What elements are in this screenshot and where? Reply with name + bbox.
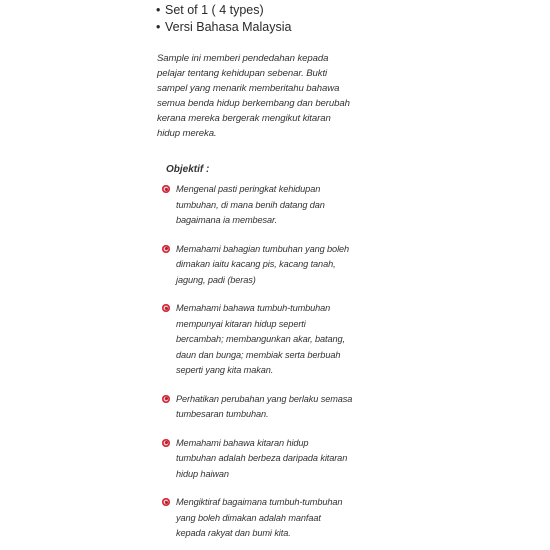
objective-line: jagung, padi (beras) <box>176 274 256 285</box>
spec-item-label: Set of 1 ( 4 types) <box>165 3 264 17</box>
objective-line: Memahami bahawa tumbuh-tumbuhan <box>176 303 331 313</box>
objective-item <box>162 242 422 289</box>
intro-line: pelajar tentang kehidupan sebenar. Bukti <box>157 68 328 79</box>
objective-line: Perhatikan perubahan yang berlaku semasa <box>176 393 353 404</box>
objectives-list <box>162 182 422 542</box>
target-bullet-icon <box>162 304 170 312</box>
bullet-dot-icon: • <box>156 3 161 17</box>
objective-line: bercambah; membangunkan akar, batang, <box>176 334 345 344</box>
target-bullet-icon <box>162 498 170 506</box>
intro-paragraph <box>157 51 407 141</box>
spec-item-set <box>156 2 291 19</box>
objective-line: Mengenal pasti peringkat kehidupan <box>176 184 321 194</box>
product-specs-list <box>156 2 291 36</box>
objective-line: yang boleh dimakan adalah manfaat <box>176 512 321 523</box>
objective-line: Memahami bahawa kitaran hidup <box>176 437 309 448</box>
target-bullet-icon <box>162 185 170 193</box>
intro-line: kerana mereka bergerak mengikut kitaran <box>157 113 331 124</box>
target-bullet-icon <box>162 395 170 403</box>
objective-line: daun dan bunga; membiak serta berbuah <box>176 349 341 360</box>
objective-line: tumbesaran tumbuhan. <box>176 409 269 419</box>
intro-line: Sample ini memberi pendedahan kepada <box>157 53 329 64</box>
objective-line: seperti yang kita makan. <box>176 365 274 375</box>
objectives-heading: Objektif : <box>166 164 210 175</box>
target-bullet-icon <box>162 439 170 447</box>
objective-line: tumbuhan adalah berbeza daripada kitaran <box>176 453 348 463</box>
spec-item-language <box>156 19 291 36</box>
objective-item <box>162 495 422 542</box>
bullet-dot-icon: • <box>156 20 161 34</box>
objective-line: tumbuhan, di mana benih datang dan <box>176 199 325 210</box>
intro-line: hidup mereka. <box>157 128 217 139</box>
objective-line: dimakan iaitu kacang pis, kacang tanah, <box>176 259 336 269</box>
objective-item <box>162 301 422 379</box>
objective-line: kepada rakyat dan bumi kita. <box>176 528 291 538</box>
spec-item-label: Versi Bahasa Malaysia <box>165 20 292 34</box>
objective-item <box>162 182 422 229</box>
intro-line: sampel yang menarik memberitahu bahawa <box>157 83 340 94</box>
objective-line: hidup haiwan <box>176 468 229 479</box>
target-bullet-icon <box>162 245 170 253</box>
objective-line: mempunyai kitaran hidup seperti <box>176 318 306 329</box>
objective-line: bagaimana ia membesar. <box>176 215 278 225</box>
objective-item <box>162 436 422 483</box>
objective-line: Mengiktiraf bagaimana tumbuh-tumbuhan <box>176 497 343 507</box>
intro-line: semua benda hidup berkembang dan berubah <box>157 98 350 109</box>
objective-item <box>162 392 422 423</box>
objective-line: Memahami bahagian tumbuhan yang boleh <box>176 243 350 254</box>
